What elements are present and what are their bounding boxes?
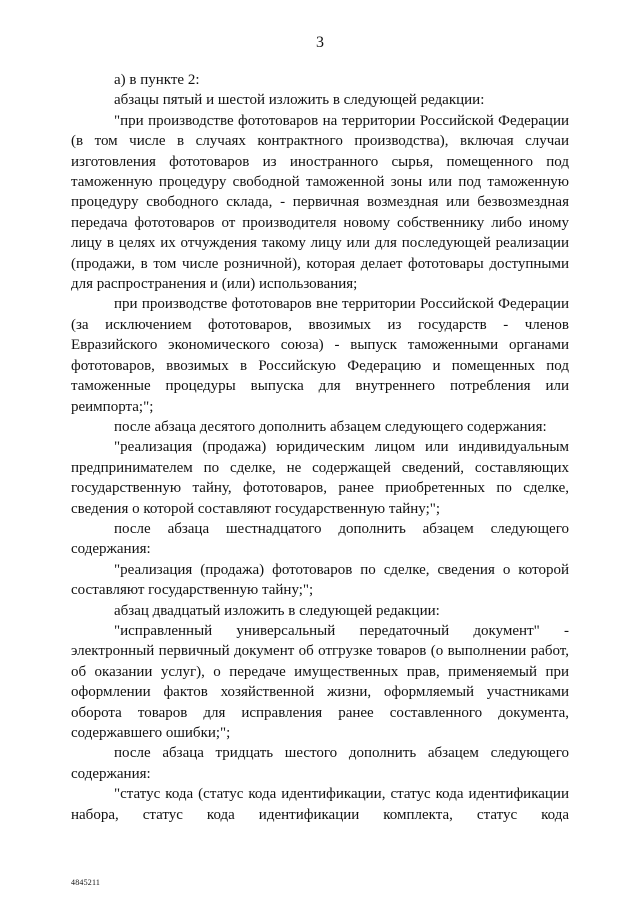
paragraph-instruction-after-10: после абзаца десятого дополнить абзацем следующего содержания: <box>114 418 547 435</box>
paragraph-quote-sale-legal-entity: "реализация (продажа) юридическим лицом или индивидуальным предпринимателем по сделке, не содержащей сведений, составляющих государственную тайну, фототоваров, ранее приобретенных по сделке, сведения о которой составляют государственную тайну;"; <box>71 439 569 517</box>
paragraph-instruction-after-36: после абзаца тридцать шестого дополнить абзацем следующего содержания: <box>71 745 569 782</box>
document-body <box>71 70 569 825</box>
page-number: 3 <box>316 34 324 51</box>
paragraph-quote-corrected-document: "исправленный универсальный передаточный документ" - электронный первичный документ об отгрузке товаров (о выполнении работ, об оказании услуг), о передаче имущественных прав, применяемый при оформлении фактов хозяйственной жизни, оформляемый участниками оборота товаров для исправления ранее составленного документа, содержавшего ошибки;"; <box>71 622 569 741</box>
paragraph-quote-foreign-production: при производстве фототоваров вне территории Российской Федерации (за исключением фототоваров, ввозимых из государств - членов Евразийского экономического союза) - выпуск таможенными органами фототоваров, ввозимых в Российскую Федерацию и помещенных под таможенные процедуры выпуска для внутреннего потребления или реимпорта;"; <box>71 296 569 415</box>
document-code: 4845211 <box>71 878 101 887</box>
paragraph-instruction-after-16: после абзаца шестнадцатого дополнить абзацем следующего содержания: <box>71 520 569 558</box>
paragraph-instruction-5-6: абзацы пятый и шестой изложить в следующей редакции: <box>114 92 485 109</box>
paragraph-item-a: а) в пункте 2: <box>114 72 200 88</box>
paragraph-quote-sale-secret: "реализация (продажа) фототоваров по сделке, сведения о которой составляют государственную тайну;"; <box>71 561 569 599</box>
paragraph-instruction-20: абзац двадцатый изложить в следующей редакции: <box>114 602 440 619</box>
paragraph-quote-code-status: "статус кода (статус кода идентификации, статус кода идентификации набора, статус кода идентификации комплекта, статус кода <box>71 786 569 823</box>
paragraph-quote-domestic-production: "при производстве фототоваров на территории Российской Федерации (в том числе в случаях контрактного производства), включая случаи изготовления фототоваров из иностранного сырья, помещенного под таможенную процедуру свободной таможенной зоны или под таможенную процедуру свободного склада, - первичная возмездная или безвозмездная передача фототоваров от производителя новому собственнику либо иному лицу в целях их отчуждения такому лицу или для последующей реализации (продажи, в том числе розничной), которая делает фототовары доступными для распространения и (или) использования; <box>71 112 569 293</box>
